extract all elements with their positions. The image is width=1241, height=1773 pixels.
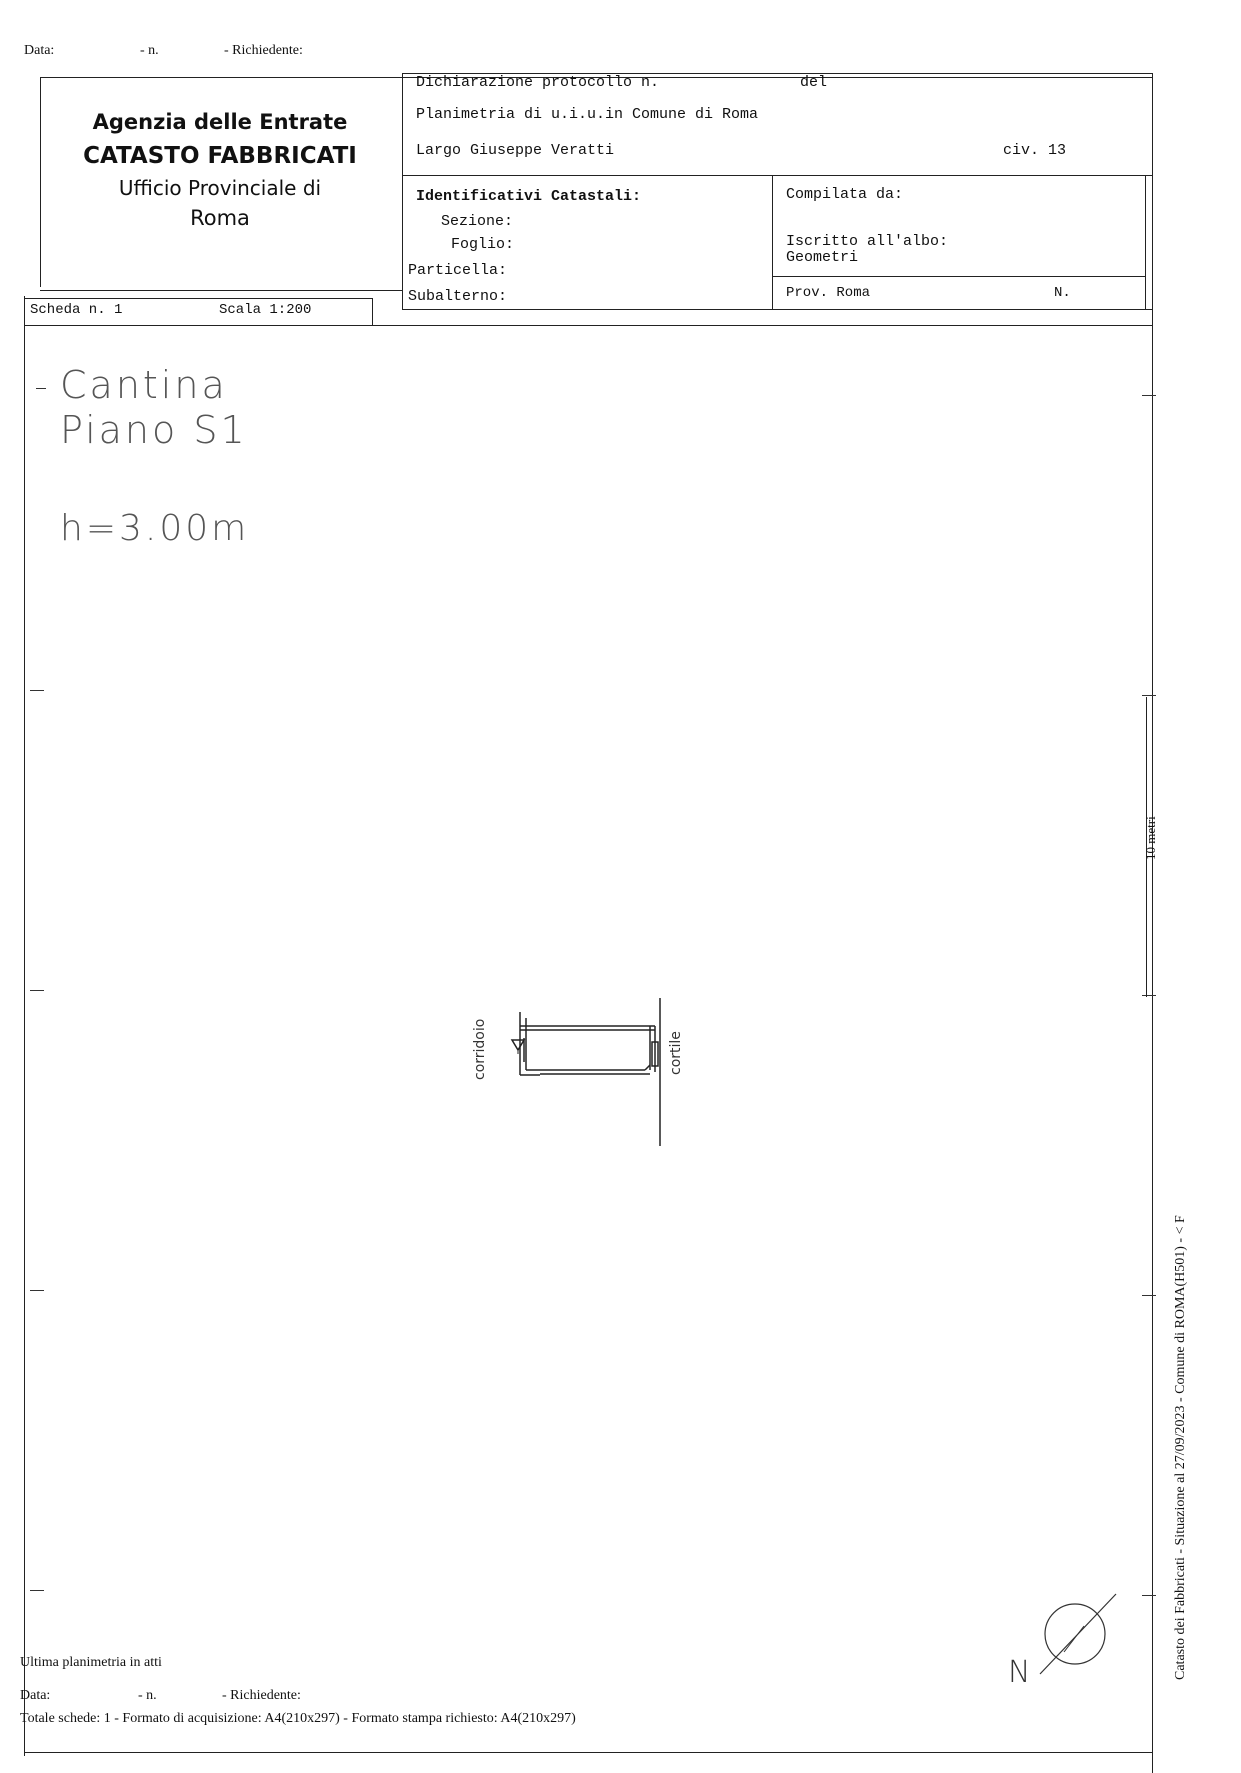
tick xyxy=(30,1590,44,1591)
prov-n-label: N. xyxy=(1054,285,1071,301)
compilata-title: Compilata da: xyxy=(786,186,904,203)
frame-right xyxy=(1152,73,1153,1773)
planimetria-label: Planimetria di u.i.u.in Comune di Roma xyxy=(416,106,759,123)
compilata-inner-right xyxy=(1145,176,1146,310)
north-arrow-icon xyxy=(1030,1590,1120,1680)
footer-data-label: Data: xyxy=(20,1688,51,1703)
scale-label: 10 metri xyxy=(1143,816,1158,860)
corridoio-label: corridoio xyxy=(472,1018,488,1080)
footer-richiedente-label: - Richiedente: xyxy=(222,1688,301,1703)
scala-label: Scala 1:200 xyxy=(219,302,312,318)
footer-n-label: - n. xyxy=(138,1688,157,1703)
foglio-label: Foglio: xyxy=(451,236,515,253)
cortile-label: cortile xyxy=(668,1031,684,1075)
tick xyxy=(1142,1595,1156,1596)
plan-title-cantina: Cantina xyxy=(60,363,228,407)
north-label: N xyxy=(1008,1655,1031,1690)
ufficio-label: Ufficio Provinciale di xyxy=(118,176,322,200)
identificativi-title: Identificativi Catastali: xyxy=(416,188,642,205)
floor-plan-drawing xyxy=(480,990,700,1150)
top-data-label: Data: xyxy=(24,43,55,58)
prov-label: Prov. Roma xyxy=(786,285,871,301)
frame-left xyxy=(24,296,25,1756)
sezione-label: Sezione: xyxy=(441,213,514,230)
tick xyxy=(1142,995,1156,996)
frame-left-top xyxy=(40,77,41,287)
plan-title-piano: Piano S1 xyxy=(60,408,248,452)
frame-agency-bottom xyxy=(40,290,402,291)
del-label: del xyxy=(800,74,828,91)
top-richiedente-label: - Richiedente: xyxy=(224,43,303,58)
scheda-label: Scheda n. 1 xyxy=(30,302,123,318)
subalterno-label: Subalterno: xyxy=(408,288,508,305)
tick xyxy=(30,990,44,991)
tick xyxy=(30,1290,44,1291)
civ-label: civ. 13 xyxy=(1003,142,1067,159)
prov-separator xyxy=(773,276,1145,277)
address-label: Largo Giuseppe Veratti xyxy=(416,142,615,159)
dichiarazione-label: Dichiarazione protocollo n. xyxy=(416,74,660,91)
ultima-planimetria-label: Ultima planimetria in atti xyxy=(20,1655,162,1670)
albo-value: Geometri xyxy=(786,249,859,266)
catasto-side-text: Catasto dei Fabbricati - Situazione al 27/09/2023 - Comune di ROMA(H501) - < F xyxy=(1173,1215,1188,1680)
tick xyxy=(1142,1295,1156,1296)
tick xyxy=(36,388,46,389)
particella-label: Particella: xyxy=(408,262,508,279)
agency-name: Agenzia delle Entrate xyxy=(92,110,348,134)
frame-bottom xyxy=(24,1752,1153,1753)
tick xyxy=(30,690,44,691)
plan-height: h=3.00m xyxy=(60,508,250,549)
catasto-title: CATASTO FABBRICATI xyxy=(83,143,357,169)
tick xyxy=(1142,395,1156,396)
top-n-label: - n. xyxy=(140,43,159,58)
city-label: Roma xyxy=(190,206,250,230)
footer-totale-label: Totale schede: 1 - Formato di acquisizione: A4(210x297) - Formato stampa richiesto: A4(210x297) xyxy=(20,1711,576,1726)
tick xyxy=(1142,695,1156,696)
iscritto-label: Iscritto all'albo: xyxy=(786,233,949,250)
